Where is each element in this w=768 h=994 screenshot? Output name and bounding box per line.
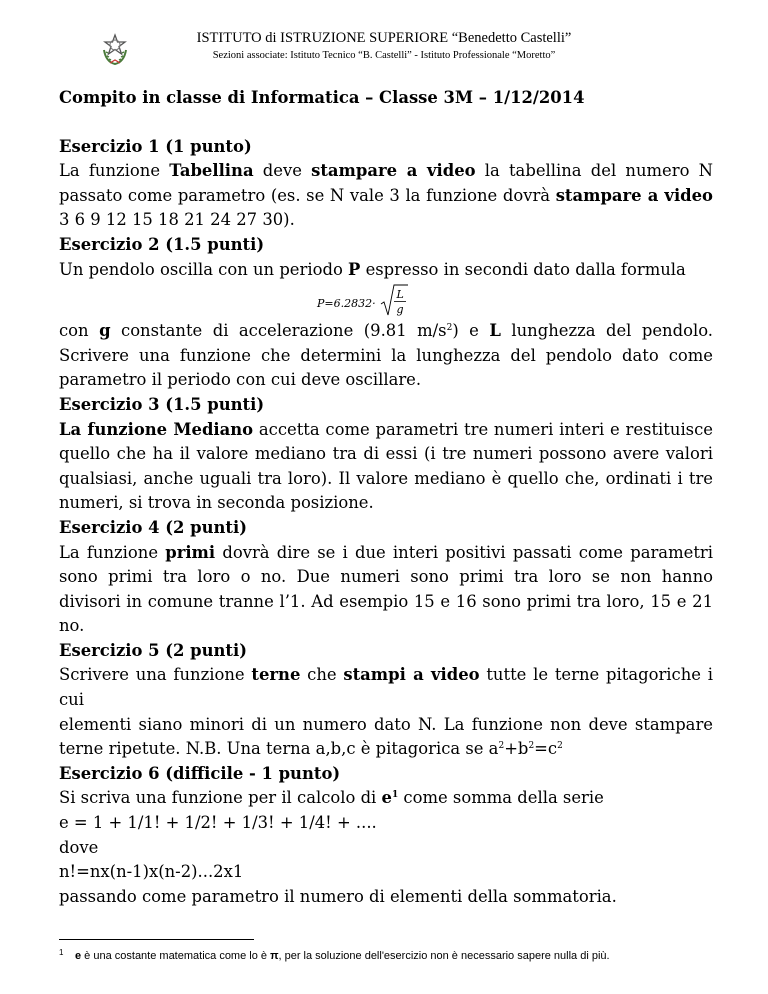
- emphasis-text: stampare a video: [311, 161, 476, 181]
- footnote-number: 1: [59, 948, 64, 957]
- superscript: 2: [528, 741, 535, 752]
- variable-g: g: [99, 321, 111, 341]
- text-run: , per la soluzione dell'esercizio non è necessario sapere nulla di più.: [278, 950, 610, 962]
- exercise-5-line-2: elementi siano minori di un numero dato N. La funzione non deve stampare: [59, 714, 713, 734]
- exercise-1-line-1: [59, 159, 713, 184]
- superscript: 2: [498, 741, 505, 752]
- text-run: constante di accelerazione (9.81 m/s: [110, 321, 447, 341]
- text-run: Si scriva una funzione per il calcolo di: [59, 788, 382, 808]
- text-run: e: [75, 950, 82, 962]
- formula-numerator: L: [396, 288, 404, 302]
- constant-e: e: [381, 788, 392, 808]
- text-run: Un pendolo oscilla con un periodo: [59, 259, 349, 279]
- variable-p: P: [348, 259, 361, 279]
- footnote-separator: [59, 939, 254, 940]
- formula-denominator: g: [396, 303, 404, 317]
- document-body: [59, 86, 713, 909]
- text-run: La funzione: [59, 161, 170, 181]
- emphasis-text: stampi a video: [343, 665, 480, 685]
- footnote-text: [75, 949, 610, 963]
- text-run: tutte le terne pitagoriche i cui: [59, 665, 713, 710]
- exercise-6-line-1: [59, 786, 713, 811]
- page-title: Compito in classe di Informatica – Classe 3M – 1/12/2014: [59, 88, 585, 107]
- school-header: [0, 30, 768, 63]
- exercise-3-line-3: qualsiasi, anche uguali tra loro). Il valore mediano è quello che, ordinati i tre: [59, 468, 713, 488]
- text-run: deve: [253, 161, 312, 181]
- exercise-6-line-3: dove: [59, 837, 99, 857]
- exercise-5-heading: Esercizio 5 (2 punti): [59, 640, 247, 660]
- exercise-3-line-2: quello che ha il valore mediano tra di essi (i tre numeri possono avere valori: [59, 444, 713, 464]
- exercise-6-heading: Esercizio 6 (difficile - 1 punto): [59, 763, 341, 783]
- exercise-5-line-3: [59, 737, 713, 762]
- text-run: lunghezza del pendolo.: [500, 321, 713, 341]
- text-run: ) e: [452, 321, 490, 341]
- exercise-1-line-3: 3 6 9 12 15 18 21 24 27 30).: [59, 210, 295, 230]
- text-run: come somma della serie: [398, 788, 604, 808]
- text-run: terne ripetute. N.B. Una terna a,b,c è pitagorica se a: [59, 739, 499, 759]
- exercise-2-line-3: Scrivere una funzione che determini la lunghezza del pendolo dato come: [59, 345, 713, 365]
- school-sections: Sezioni associate: Istituto Tecnico “B. Castelli” - Istituto Professionale “Moretto”: [212, 50, 556, 61]
- formula-lhs: P=6.2832·: [317, 297, 376, 311]
- exercise-3-line-4: numeri, si trova in seconda posizione.: [59, 493, 374, 513]
- exercise-6-line-2: e = 1 + 1/1! + 1/2! + 1/3! + 1/4! + ....: [59, 813, 377, 833]
- text-run: passato come parametro (es. se N vale 3 la funzione dovrà: [59, 185, 556, 205]
- function-name-primi: primi: [165, 542, 216, 562]
- exercise-4-line-1: [59, 541, 713, 566]
- text-run: =c: [534, 739, 558, 759]
- text-run: La funzione: [59, 542, 166, 562]
- exercise-6-line-4: n!=nx(n-1)x(n-2)...2x1: [59, 862, 244, 882]
- square-root-fraction: [379, 284, 409, 318]
- pi-symbol: π: [270, 950, 279, 962]
- text-run: dovrà dire se i due interi positivi passati come parametri: [215, 542, 713, 562]
- exercise-2-line-4: parametro il periodo con cui deve oscillare.: [59, 370, 422, 390]
- exercise-2-line-2: [59, 319, 713, 344]
- exercise-5-line-1: [59, 663, 713, 712]
- exercise-4-heading: Esercizio 4 (2 punti): [59, 517, 247, 537]
- emphasis-text: La funzione: [59, 419, 174, 439]
- text-run: la tabellina del numero N: [475, 161, 713, 181]
- text-run: è una costante matematica come lo è: [81, 950, 271, 962]
- function-name-mediano: Mediano: [173, 419, 254, 439]
- footnote-reference[interactable]: 1: [391, 790, 399, 801]
- text-run: con: [59, 321, 100, 341]
- exercise-2-heading: Esercizio 2 (1.5 punti): [59, 234, 265, 254]
- exercise-3-line-1: [59, 418, 713, 443]
- function-name-terne: terne: [251, 665, 301, 685]
- exercise-6-line-5: passando come parametro il numero di elementi della sommatoria.: [59, 886, 617, 906]
- text-run: espresso in secondi dato dalla formula: [360, 259, 686, 279]
- variable-l: L: [489, 321, 501, 341]
- emphasis-text: stampare a video: [555, 185, 713, 205]
- exercise-1-line-2: [59, 184, 713, 209]
- school-name: ISTITUTO di ISTRUZIONE SUPERIORE “Benedetto Castelli”: [196, 30, 572, 46]
- exercise-2-line-1: [59, 258, 713, 283]
- function-name-tabellina: Tabellina: [169, 161, 254, 181]
- superscript: 2: [557, 741, 563, 752]
- exercise-3-heading: Esercizio 3 (1.5 punti): [59, 394, 265, 414]
- text-run: che: [300, 665, 344, 685]
- superscript: 2: [446, 323, 453, 334]
- exercise-4-line-3: divisori in comune tranne l’1. Ad esempio 15 e 16 sono primi tra loro, 15 e 21: [59, 591, 713, 611]
- exercise-4-line-4: no.: [59, 616, 85, 636]
- pendulum-formula: [59, 284, 713, 318]
- exercise-1-heading: Esercizio 1 (1 punto): [59, 136, 252, 156]
- exercise-4-line-2: sono primi tra loro o no. Due numeri sono primi tra loro se non hanno: [59, 567, 713, 587]
- text-run: +b: [504, 739, 529, 759]
- text-run: Scrivere una funzione: [59, 665, 252, 685]
- text-run: accetta come parametri tre numeri interi e restituisce: [253, 419, 713, 439]
